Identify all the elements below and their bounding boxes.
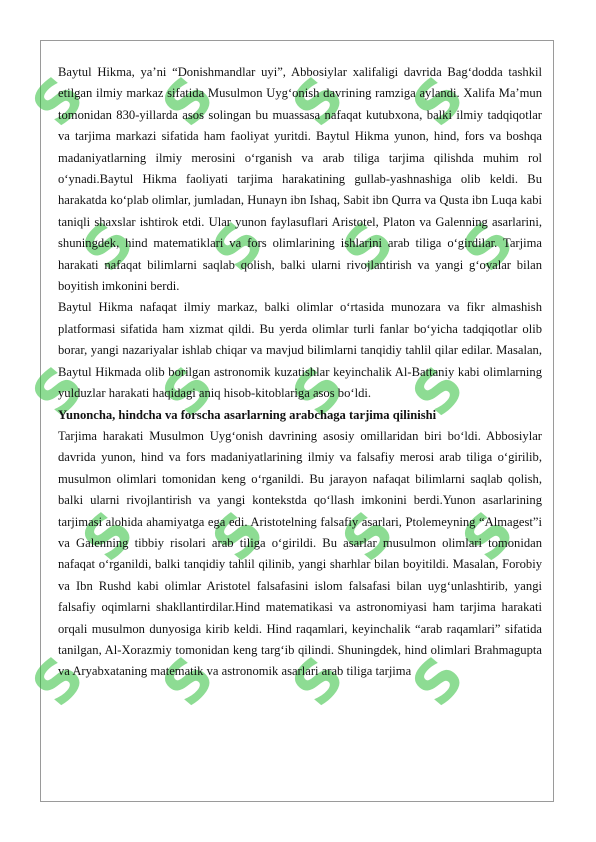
watermark-glyph: S — [68, 498, 148, 574]
watermark-glyph: S — [448, 498, 528, 574]
watermark-glyph: S — [198, 498, 278, 574]
watermark-glyph: S — [278, 353, 358, 429]
watermark-glyph: S — [18, 353, 98, 429]
watermark-glyph: S — [148, 353, 228, 429]
watermark-glyph: S — [18, 643, 98, 719]
watermark-glyph: S — [278, 63, 358, 139]
watermark-glyph: S — [398, 63, 478, 139]
document-body — [58, 62, 542, 683]
paragraph-baytul-hikma-platform: Baytul Hikma nafaqat ilmiy markaz, balki olimlar o‘rtasida munozara va fikr almashish platformasi sifatida ham xizmat qildi. Bu yerda olimlar turli fanlar bo‘yicha tadqiqotlar olib borar, yangi nazariyalar ishlab chiqar va mavjud bilimlarni tanqidiy tahlil qilar edilar. Masalan, Baytul Hikmada olib borilgan astronomik kuzatishlar keyinchalik Al-Battaniy kabi olimlarning yulduzlar harakati haqidagi aniq hisob-kitoblariga asos bo‘ldi. — [58, 300, 542, 401]
section-heading: Yunoncha, hindcha va forscha asarlarning arabchaga tarjima qilinishi — [58, 407, 437, 422]
watermark-glyph: S — [328, 208, 408, 284]
watermark-glyph: S — [198, 208, 278, 284]
watermark-glyph: S — [448, 208, 528, 284]
watermark-glyph: S — [328, 498, 408, 574]
watermark-glyph: S — [278, 643, 358, 719]
paragraph-translation-movement: Tarjima harakati Musulmon Uyg‘onish davrining asosiy omillaridan biri bo‘ldi. Abbosiylar davrida yunon, hind va fors madaniyatlarining ilmiy va falsafiy merosi arab tiliga o‘girilib, musulmon olimlari tomonidan keng o‘rganildi. Bu jarayon nafaqat bilimlarni saqlab qolish, balki ularni rivojlantirish va yangi kontekstda qo‘llash imkonini berdi.Yunon asarlarining tarjimasi alohida ahamiyatga ega edi. Aristotelning falsafiy asarlari, Ptolemeyning “Almagest”i va Galenning tibbiy risolari arab tiliga o‘girildi. Bu asarlar musulmon olimlari tomonidan nafaqat o‘rganildi, balki tanqidiy tahlil qilinib, yangi sharhlar bilan boyitildi. Masalan, Forobiy va Ibn Rushd kabi olimlar Aristotel falsafasini islom falsafasi bilan uyg‘unlashtirib, yangi falsafiy oqimlarni shakllantirdilar.Hind matematikasi va astronomiyasi ham tarjima harakati orqali musulmon dunyosiga kirib keldi. Hind raqamlari, keyinchalik “arab raqamlari” sifatida tanilgan, Al-Xorazmiy tomonidan keng targ‘ib qilindi. Shuningdek, hind olimlari Brahmagupta va Aryabxataning matematik va astronomik asarlari arab tiliga tarjima — [58, 428, 542, 679]
watermark-glyph: S — [68, 208, 148, 284]
watermark-glyph: S — [398, 643, 478, 719]
watermark-glyph: S — [18, 63, 98, 139]
watermark-glyph: S — [148, 643, 228, 719]
watermark-glyph: S — [398, 353, 478, 429]
watermark-glyph: S — [148, 63, 228, 139]
paragraph-baytul-hikma-intro: Baytul Hikma, ya’ni “Donishmandlar uyi”, Abbosiylar xalifaligi davrida Bag‘dodda tashkil etilgan ilmiy markaz sifatida Musulmon Uyg‘onish davrining ramziga aylandi. Xalifa Ma’mun tomonidan 830-yillarda asos solingan bu muassasa nafaqat kutubxona, balki ilmiy tadqiqotlar va tarjima markazi sifatida ham faoliyat yuritdi. Baytul Hikma yunon, hind, fors va boshqa madaniyatlarning ilmiy merosini o‘rganish va arab tiliga tarjima qilishda muhim rol o‘ynadi.Baytul Hikma faoliyati tarjima harakatining gullab-yashnashiga olib keldi. Bu harakatda ko‘plab olimlar, jumladan, Hunayn ibn Ishaq, Sabit ibn Qurra va Qusta ibn Luqa kabi taniqli shaxslar ishtirok etdi. Ular yunon faylasuflari Aristotel, Platon va Galenning asarlarini, shuningdek, hind matematiklari va fors olimlarining ishlarini arab tiliga o‘girdilar. Tarjima harakati nafaqat bilimlarni saqlab qolish, balki ularni rivojlantirish va yangi g‘oyalar bilan boyitish imkonini berdi. — [58, 65, 542, 294]
